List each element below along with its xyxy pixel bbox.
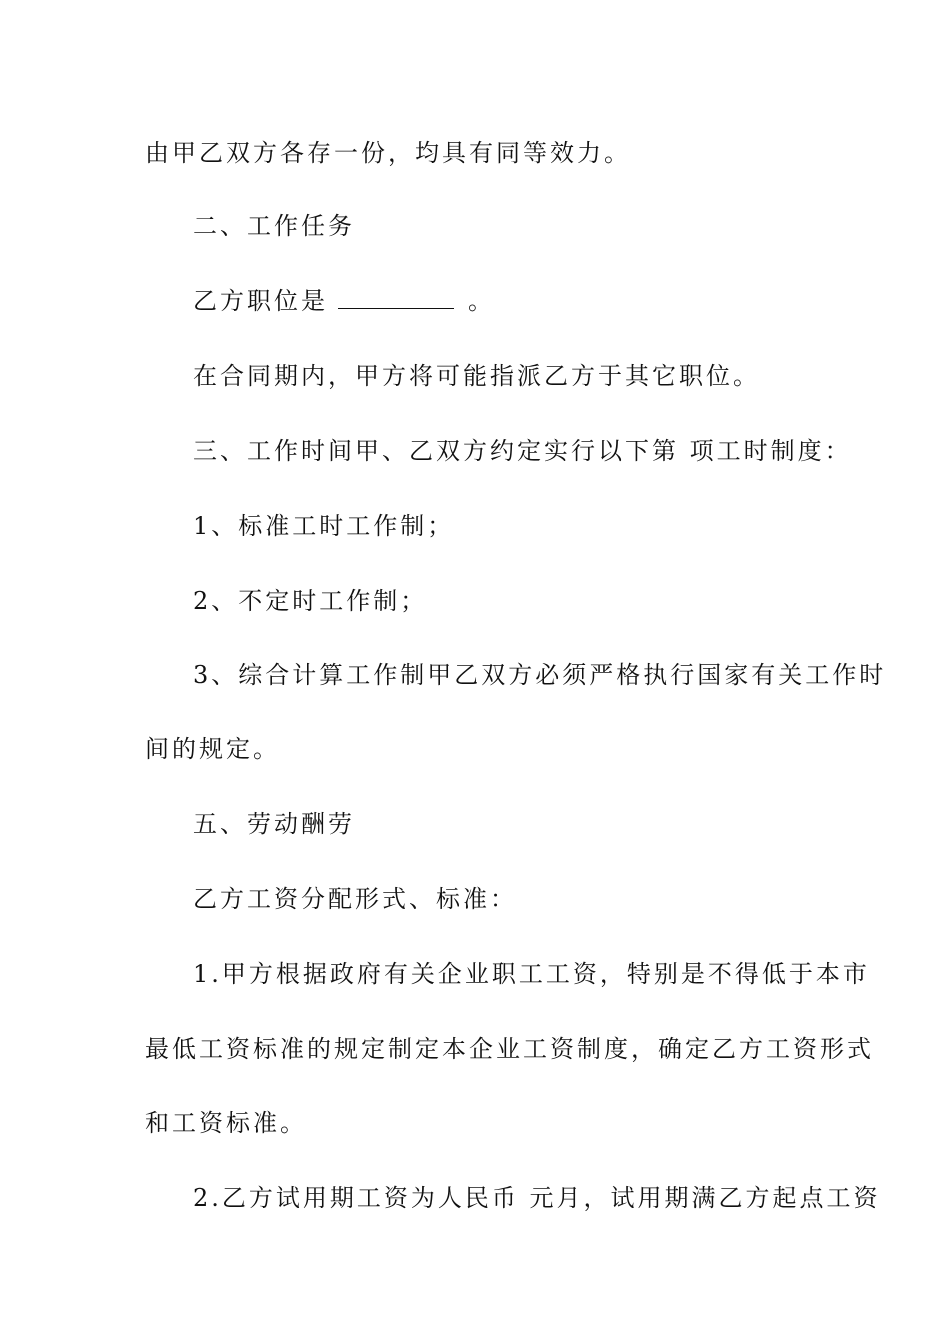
list-item: 2、不定时工作制； [193,587,428,615]
list-item: 1、标准工时工作制； [193,512,455,540]
section-heading: 二、工作任务 [193,212,355,240]
paragraph-line: 乙方工资分配形式、标准： [193,885,517,913]
section-heading: 五、劳动酬劳 [193,810,355,838]
list-item: 2.乙方试用期工资为人民币 元月，试用期满乙方起点工资 [193,1184,881,1212]
position-prefix: 乙方职位是 [193,287,328,315]
paragraph-line: 在合同期内，甲方将可能指派乙方于其它职位。 [193,362,760,390]
position-line [193,285,495,317]
paragraph-line: 和工资标准。 [145,1109,307,1137]
list-item: 1.甲方根据政府有关企业职工工资，特别是不得低于本市 [193,960,870,988]
section-heading: 三、工作时间甲、乙双方约定实行以下第 项工时制度： [193,437,852,465]
position-blank [338,288,454,309]
list-item: 3、综合计算工作制甲乙双方必须严格执行国家有关工作时 [193,661,887,689]
position-suffix: 。 [468,287,495,315]
paragraph-line: 最低工资标准的规定制定本企业工资制度，确定乙方工资形式 [145,1035,874,1063]
paragraph-line: 间的规定。 [145,735,280,763]
paragraph-line: 由甲乙双方各存一份，均具有同等效力。 [145,139,631,167]
